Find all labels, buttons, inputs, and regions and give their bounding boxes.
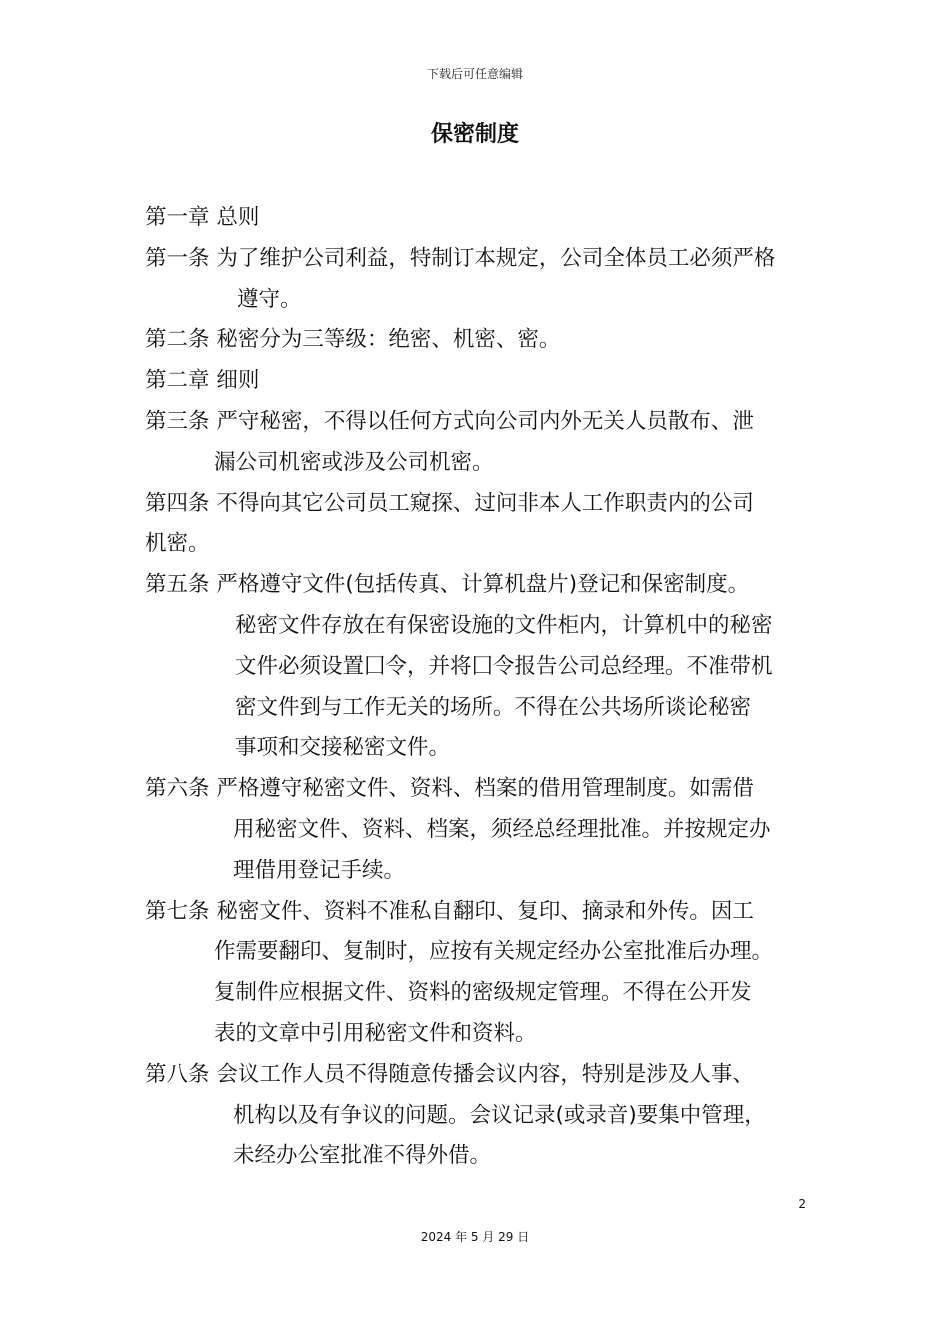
article-continuation-line: 文件必须设置囗令，并将囗令报告公司总经理。不准带机 — [235, 653, 773, 679]
article-continuation-line: 漏公司机密或涉及公司机密。 — [214, 449, 494, 475]
article-line: 第四条 不得向其它公司员工窥探、过问非本人工作职责内的公司 — [145, 490, 754, 516]
document-body — [145, 198, 807, 1177]
article-continuation-line: 用秘密文件、资料、档案，须经总经理批准。并按规定办 — [233, 816, 771, 842]
article-continuation-line: 作需要翻印、复制时，应按有关规定经办公室批准后办理。 — [214, 939, 774, 965]
article-continuation-line: 未经办公室批准不得外借。 — [233, 1143, 492, 1169]
article-continuation-line: 机密。 — [145, 531, 210, 557]
article-line: 第一条 为了维护公司利益，特制订本规定，公司全体员工必须严格 — [145, 245, 776, 271]
page-header: 下载后可任意编辑 — [426, 67, 523, 81]
article-continuation-line: 遵守。 — [237, 286, 302, 312]
page-number: 2 — [798, 1197, 806, 1211]
article-continuation-line: 表的文章中引用秘密文件和资料。 — [214, 1020, 537, 1046]
article-line: 第五条 严格遵守文件(包括传真、计算机盘片)登记和保密制度。 — [145, 572, 750, 598]
article-line: 第二条 秘密分为三等级：绝密、机密、密。 — [145, 327, 561, 353]
article-continuation-line: 秘密文件存放在有保密设施的文件柜内，计算机中的秘密 — [235, 612, 773, 638]
chapter-heading: 第二章 细则 — [145, 368, 260, 394]
article-line: 第八条 会议工作人员不得随意传播会议内容，特别是涉及人事、 — [145, 1061, 754, 1087]
article-line: 第七条 秘密文件、资料不准私自翻印、复印、摘录和外传。因工 — [145, 898, 754, 924]
article-continuation-line: 复制件应根据文件、资料的密级规定管理。不得在公开发 — [214, 980, 752, 1006]
chapter-heading: 第一章 总则 — [145, 205, 260, 230]
article-line: 第三条 严守秘密，不得以任何方式向公司内外无关人员散布、泄 — [145, 408, 754, 434]
article-line: 第六条 严格遵守秘密文件、资料、档案的借用管理制度。如需借 — [145, 776, 754, 802]
article-continuation-line: 事项和交接秘密文件。 — [235, 735, 451, 761]
footer-date: 2024 年 5 月 29 日 — [420, 1230, 530, 1244]
document-title: 保密制度 — [430, 122, 519, 147]
article-continuation-line: 机构以及有争议的问题。会议记录(或录音)要集中管理， — [233, 1102, 766, 1128]
article-continuation-line: 理借用登记手续。 — [233, 857, 406, 883]
article-continuation-line: 密文件到与工作无关的场所。不得在公共场所谈论秘密 — [235, 694, 752, 720]
